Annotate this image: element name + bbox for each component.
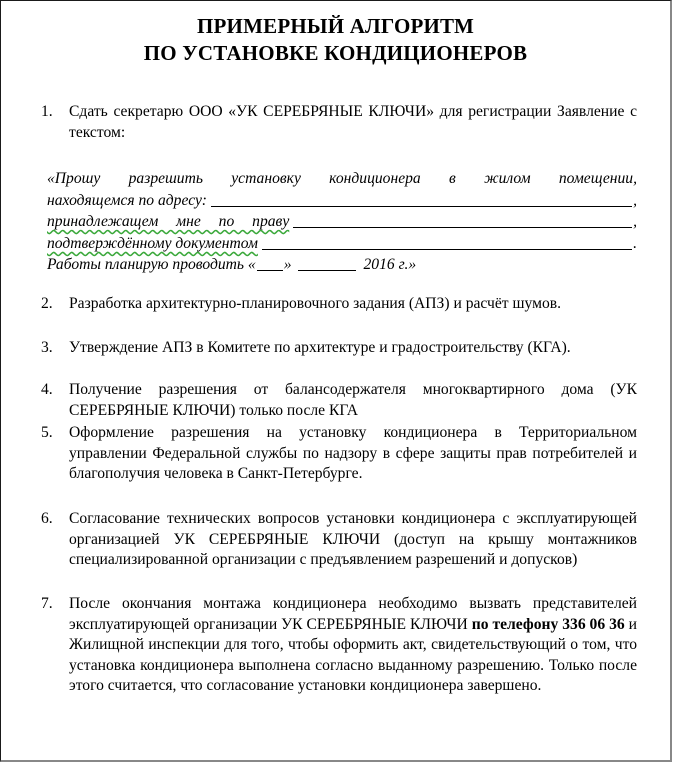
document-label: подтверждённому документом: [47, 234, 258, 252]
quote-line-3: [47, 211, 637, 233]
works-date-label: Работы планирую проводить «: [47, 256, 256, 274]
item-text: [69, 594, 637, 697]
list-item-7: [41, 594, 637, 697]
item-text: Получение разрешения от балансодержателя многоквартирного дома (УК СЕРЕБРЯНЫЕ КЛЮЧИ) только после КГА: [69, 381, 637, 419]
application-text-quote: [47, 168, 637, 276]
list-item-5: [41, 423, 637, 485]
item-text: Согласование технических вопросов установки кондиционера с эксплуатирующей организацией УК СЕРЕБРЯНЫЕ КЛЮЧИ (доступ на крышу монтажников специализированной организации с предъявлением разрешений и допусков): [69, 510, 637, 569]
document-blank[interactable]: [262, 233, 632, 250]
quote-line-4: [47, 233, 637, 255]
item-number: 5.: [41, 424, 53, 441]
quote-line-1-text: «Прошу разрешить установку кондиционера в жилом помещении,: [47, 170, 637, 187]
item-text: Сдать секретарю ООО «УК СЕРЕБРЯНЫЕ КЛЮЧИ» для регистрации Заявление с текстом:: [69, 103, 637, 141]
address-comma: ,: [633, 191, 637, 209]
title-line-1: ПРИМЕРНЫЙ АЛГОРИТМ: [197, 14, 474, 38]
item-7-text-start: После окончания монтажа кондиционера необходимо вызвать представителей эксплуатирующей организации УК СЕРЕБРЯНЫЕ КЛЮЧИ: [69, 595, 637, 633]
quote-line-5: [47, 254, 637, 276]
month-blank[interactable]: [298, 254, 356, 271]
document-period: .: [633, 234, 637, 252]
item-number: 4.: [41, 381, 53, 398]
title-line-2: ПО УСТАНОВКЕ КОНДИЦИОНЕРОВ: [143, 41, 528, 65]
address-label: находящемся по адресу:: [47, 191, 207, 209]
item-number: 6.: [41, 510, 53, 527]
list-item-4: [41, 380, 637, 421]
item-number: 7.: [41, 595, 53, 612]
day-close-quote: »: [283, 256, 292, 274]
address-blank[interactable]: [211, 190, 632, 207]
item-number: 2.: [41, 295, 53, 312]
item-text: Оформление разрешения на установку кондиционера в Территориальном управлении Федеральной службы по надзору в сфере защиты прав потребителей и благополучия человека в Санкт-Петербурге.: [69, 424, 637, 483]
item-text: Утверждение АПЗ в Комитете по архитектуре и градостроительству (КГА).: [69, 339, 571, 356]
item-number: 3.: [41, 339, 53, 356]
list-item-3: [41, 338, 637, 359]
year-text: 2016 г.»: [363, 256, 417, 274]
list-item-1: [41, 102, 637, 143]
item-7-text-end: и Жилищной инспекции для того, чтобы оформить акт, свидетельствующий о том, что установка кондиционера выполнена согласно выданному разрешению. Только после этого считается, что согласование установки кондиционера завершено.: [69, 615, 637, 695]
ownership-blank[interactable]: [293, 211, 632, 228]
list-item-6: [41, 509, 637, 571]
quote-line-1: [47, 168, 637, 190]
list-item-2: [41, 294, 637, 315]
quote-line-2: [47, 190, 637, 212]
item-text: Разработка архитектурно-планировочного задания (АПЗ) и расчёт шумов.: [69, 295, 562, 312]
phone-number: по телефону 336 06 36: [471, 615, 625, 633]
item-number: 1.: [41, 103, 53, 120]
ownership-comma: ,: [633, 213, 637, 231]
day-blank[interactable]: [257, 254, 283, 271]
ownership-label: принадлежащем мне по праву: [47, 213, 290, 231]
document-title: [1, 13, 670, 67]
